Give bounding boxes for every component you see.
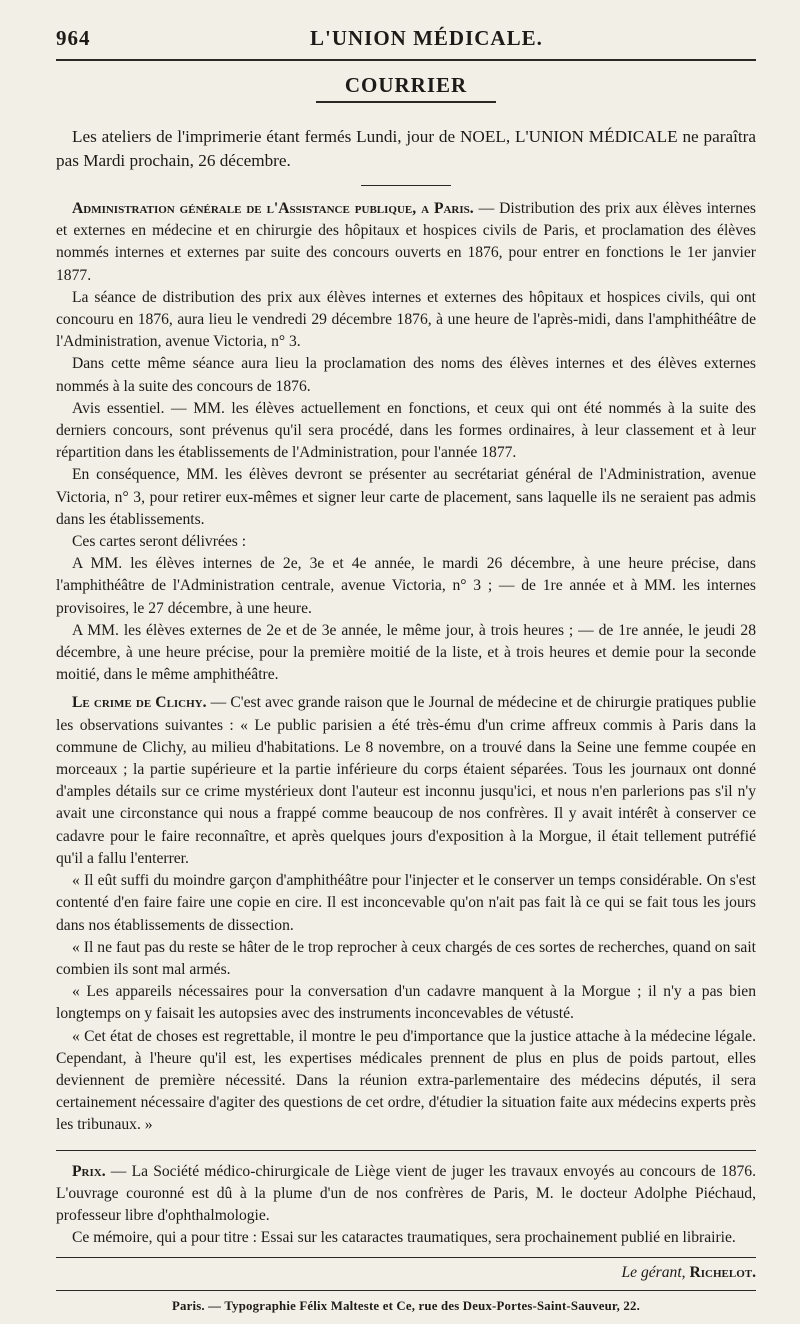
signature [56,1264,756,1282]
assistance-paragraph-6: Ces cartes seront délivrées : [72,533,247,551]
assistance-paragraph-3: Dans cette même séance aura lieu la proclamation des noms des élèves internes et des élèves externes nommés à la suite des concours de 1876. [56,355,756,395]
running-head [56,26,756,51]
clichy-paragraph-4: « Les appareils nécessaires pour la conversation d'un cadavre manquent à la Morgue ; il n'y a pas bien longtemps on y faisait les autopsies avec des instruments inconcevables de vétusté. [56,983,756,1023]
journal-title: L'UNION MÉDICALE. [310,26,543,50]
clichy-text-1: — C'est avec grande raison que le Journal de médecine et de chirurgie pratiques publie les observations suivantes : « Le public parisien a été très-ému d'un crime affreux commis à Paris dans la commune de Clichy, au milieu d'habitations. Le 8 novembre, on a trouvé dans la Seine une femme coupée en morceaux ; la partie supérieure et la partie inférieure du corps étaient séparées. Tous les journaux ont donné d'amples détails sur ce crime mystérieux dont l'auteur est inconnu jusqu'ici, et nous n'en parlerions pas s'il n'y avait une circonstance qui nous a frappé comme beaucoup de nos confrères. Il y avait intérêt à conserver ce cadavre pour le faire reconnaître, et après quelques jours d'exposition à la Morgue, il était tellement putréfié qu'il a fallu l'enterrer. [56,694,756,867]
clichy-paragraph-3: « Il ne faut pas du reste se hâter de le trop reprocher à ceux chargés de ces sortes de recherches, quand on sait combien ils sont mal armés. [56,938,756,978]
assistance-paragraph-1 [56,198,756,287]
assistance-paragraph-7: A MM. les élèves internes de 2e, 3e et 4e année, le mardi 26 décembre, à une heure précise, dans l'amphithéâtre de l'Administration centrale, avenue Victoria, n° 3 ; — de 1re année et à MM. les internes provisoires, le 27 décembre, à une heure. [56,555,756,617]
clichy-paragraph-1 [56,692,756,870]
assistance-text-1: — Distribution des prix aux élèves internes et externes en médecine et en chirurgie des hôpitaux et hospices civils de Paris, et proclamation des élèves nommés internes et externes par suite des concours ouverts en 1876, pour entrer en fonctions le 1er janvier 1877. [56,200,756,284]
signature-rule [56,1257,756,1258]
section-title: COURRIER [344,73,468,97]
clichy-paragraph-2: « Il eût suffi du moindre garçon d'amphithéâtre pour l'injecter et le conserver un temps considérable. On s'est contenté d'en faire faire une copie en cire. Il est inconcevable qu'on n'ait pas fait là ce qui se fait tous les jours dans nos établissements de dissection. [56,872,756,934]
prix-paragraph-1 [56,1161,756,1228]
assistance-paragraph-4: Avis essentiel. — MM. les élèves actuellement en fonctions, et ceux qui ont été nommés à la suite des derniers concours, sont prévenus qu'il sera procédé, dans les formes ordinaires, à leur classement et à leur répartition dans les établissements de l'Administration, pour l'année 1877. [56,399,756,462]
prix-text-1: — La Société médico-chirurgicale de Liège vient de juger les travaux envoyés au concours de 1876. L'ouvrage couronné est dû à la plume d'un de nos confrères de Paris, M. le docteur Adolphe Piéchaud, professeur libre d'ophthalmologie. [56,1162,756,1224]
assistance-lead: Administration générale de l'Assistance publique, a Paris. [72,200,474,217]
assistance-paragraph-8: A MM. les élèves externes de 2e et de 3e année, le même jour, à trois heures ; — de 1re année, le jeudi 28 décembre, à une heure précise, pour la première moitié de la liste, et à trois heures et demie pour la seconde moitié, dans le même amphithéâtre. [56,621,756,684]
printer-imprint: Paris. — Typographie Félix Malteste et Ce, rue des Deux-Portes-Saint-Sauveur, 22. [171,1299,641,1314]
assistance-paragraph-2: La séance de distribution des prix aux élèves internes et externes des hôpitaux et hospices civils, qui ont concouru en 1876, aura lieu le vendredi 29 décembre 1876, à une heure de l'après-midi, dans l'amphithéâtre de l'Administration, avenue Victoria, n° 3. [56,288,756,351]
holiday-notice: Les ateliers de l'imprimerie étant fermés Lundi, jour de NOEL, L'UNION MÉDICALE ne paraîtra pas Mardi prochain, 26 décembre. [56,127,756,170]
prix-divider [56,1150,756,1151]
footer-rule [56,1290,756,1291]
prix-paragraph-2: Ce mémoire, qui a pour titre : Essai sur les cataractes traumatiques, sera prochainement publié en librairie. [72,1229,736,1247]
header-rule [56,59,756,61]
notice-divider [361,185,451,186]
signature-label: Le gérant, [621,1264,686,1282]
prix-lead: Prix. [72,1162,106,1180]
signature-name: Richelot. [689,1264,756,1282]
page-number: 964 [56,26,91,50]
section-title-rule [316,101,496,103]
clichy-paragraph-5: « Cet état de choses est regrettable, il montre le peu d'importance que la justice attache à la médecine légale. Cependant, à l'heure qu'il est, les expertises médicales prennent de plus en plus de poids partout, elles deviennent de première nécessité. Dans la réunion extra-parlementaire des médecins députés, il sera certainement nécessaire d'agiter des questions de cet ordre, d'étudier la situation faite aux médecins experts près les tribunaux. » [56,1027,756,1134]
assistance-paragraph-5: En conséquence, MM. les élèves devront se présenter au secrétariat général de l'Administration, avenue Victoria, n° 3, pour retirer eux-mêmes et signer leur carte de placement, sans laquelle ils ne seraient pas admis dans les établissements. [56,466,756,528]
clichy-lead: Le crime de Clichy. [72,694,207,712]
